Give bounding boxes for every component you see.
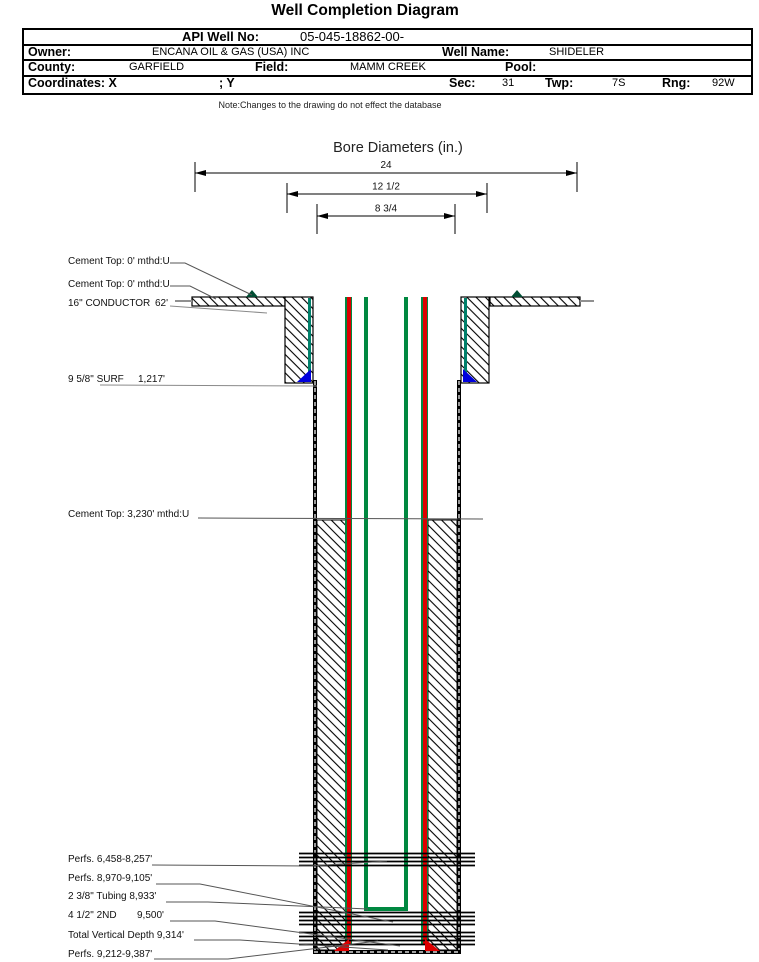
- leader-conductor: [170, 306, 267, 313]
- coordinates-label: Coordinates: X: [28, 76, 117, 91]
- wellbore: [175, 290, 594, 954]
- well-name-label: Well Name:: [442, 44, 510, 59]
- conductor-flange-left: [192, 297, 285, 306]
- api-label: API Well No:: [182, 29, 260, 44]
- arrow-left-icon: [287, 191, 298, 197]
- arrow-left-icon: [195, 170, 206, 176]
- coordinates-y-label: ; Y: [219, 76, 235, 91]
- production-cement-left: [317, 520, 346, 950]
- leader-cement-top-1: [170, 263, 252, 295]
- conductor-flange-right: [490, 297, 580, 306]
- arrow-left-icon: [317, 213, 328, 219]
- sec-value: 31: [502, 77, 515, 90]
- label-cement-top-2: Cement Top: 0' mthd:U: [68, 279, 170, 290]
- sec-label: Sec:: [449, 76, 476, 91]
- arrow-right-icon: [566, 170, 577, 176]
- annotation-labels: [68, 256, 189, 960]
- county-label: County:: [28, 60, 76, 75]
- twp-label: Twp:: [545, 76, 574, 91]
- label-cement-top-1: Cement Top: 0' mthd:U: [68, 256, 170, 267]
- label-tubing: 2 3/8" Tubing 8,933': [68, 891, 157, 902]
- label-second-casing-depth: 9,500': [137, 910, 164, 921]
- cement-top-marker-icon-right: [511, 290, 523, 297]
- tubing-bottom: [364, 907, 408, 911]
- label-conductor: 16" CONDUCTOR: [68, 298, 151, 309]
- label-second-casing: 4 1/2" 2ND: [68, 910, 117, 921]
- dimension-24-value: 24: [380, 160, 392, 171]
- page-title: Well Completion Diagram: [271, 2, 459, 19]
- conductor-casing-right: [464, 298, 467, 381]
- label-conductor-depth: 62': [155, 298, 169, 309]
- note-text: Note:Changes to the drawing do not effect the database: [218, 100, 442, 110]
- label-tvd: Total Vertical Depth 9,314': [68, 930, 184, 941]
- label-surface-casing-depth: 1,217': [138, 374, 165, 385]
- api-value: 05-045-18862-00-: [300, 29, 405, 44]
- twp-value: 7S: [612, 77, 626, 90]
- dimension-8threequarter: [317, 204, 455, 235]
- bore-diameters-title: Bore Diameters (in.): [333, 140, 463, 156]
- owner-value: ENCANA OIL & GAS (USA) INC: [152, 45, 310, 58]
- conductor-casing-left: [308, 298, 311, 381]
- pool-label: Pool:: [505, 60, 537, 75]
- label-cement-top-3: Cement Top: 3,230' mthd:U: [68, 509, 190, 520]
- dimension-12half-value: 12 1/2: [372, 181, 400, 193]
- dimension-8threequarter-value: 8 3/4: [374, 203, 398, 215]
- owner-label: Owner:: [28, 44, 72, 59]
- leader-cement-top-3: [198, 518, 483, 519]
- arrow-right-icon: [476, 191, 487, 197]
- tubing-left: [364, 297, 368, 911]
- second-casing-left: [347, 297, 351, 945]
- county-value: GARFIELD: [129, 61, 185, 74]
- label-perfs-upper: Perfs. 6,458-8,257': [68, 854, 153, 865]
- rng-value: 92W: [712, 77, 735, 90]
- production-cement-right: [428, 520, 457, 950]
- label-surface-casing: 9 5/8" SURF: [68, 374, 124, 385]
- bore-diameters-section: [195, 140, 577, 234]
- label-perfs-middle: Perfs. 8,970-9,105': [68, 873, 153, 884]
- field-value: MAMM CREEK: [350, 61, 426, 74]
- tubing-right: [404, 297, 408, 911]
- label-perfs-lower: Perfs. 9,212-9,387': [68, 949, 153, 960]
- field-label: Field:: [255, 60, 289, 75]
- leader-surface-casing: [100, 385, 317, 386]
- well-name-value: SHIDELER: [549, 45, 605, 58]
- second-casing-right: [423, 297, 427, 945]
- arrow-right-icon: [444, 213, 455, 219]
- rng-label: Rng:: [662, 76, 691, 91]
